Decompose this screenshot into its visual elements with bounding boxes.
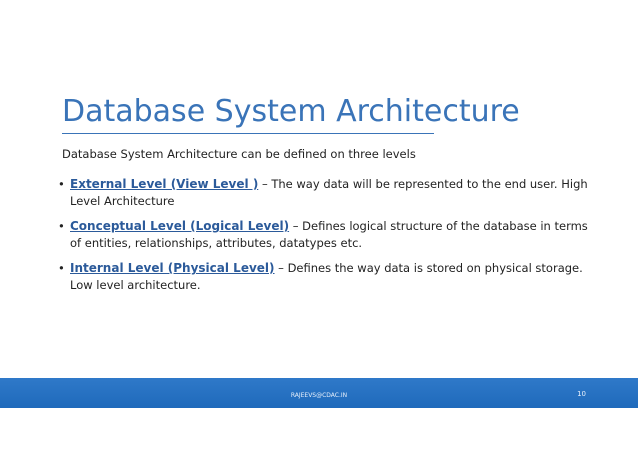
bullet-description: – Defines logical structure of the database in terms of entities, relationships, attributes, datatypes etc.: [70, 219, 588, 250]
title-underline: [62, 133, 434, 134]
bullet-description: – The way data will be represented to the end user. High Level Architecture: [70, 177, 588, 208]
intro-text: Database System Architecture can be defined on three levels: [62, 147, 416, 161]
bullet-icon: •: [58, 261, 65, 275]
slide-title: Database System Architecture: [62, 94, 520, 129]
bullet-list: [58, 176, 598, 302]
bullet-description: – Defines the way data is stored on physical storage. Low level architecture.: [70, 261, 583, 292]
bullet-term: Internal Level (Physical Level): [70, 261, 275, 275]
bullet-icon: •: [58, 177, 65, 191]
page-number: 10: [577, 390, 586, 398]
bullet-term: External Level (View Level ): [70, 177, 259, 191]
footer-bar: [0, 378, 638, 408]
bullet-item-internal: [58, 260, 598, 294]
bullet-item-external: [58, 176, 598, 210]
footer-email: RAJEEVS@CDAC.IN: [290, 392, 348, 399]
bullet-item-conceptual: [58, 218, 598, 252]
bullet-icon: •: [58, 219, 65, 233]
bullet-term: Conceptual Level (Logical Level): [70, 219, 290, 233]
